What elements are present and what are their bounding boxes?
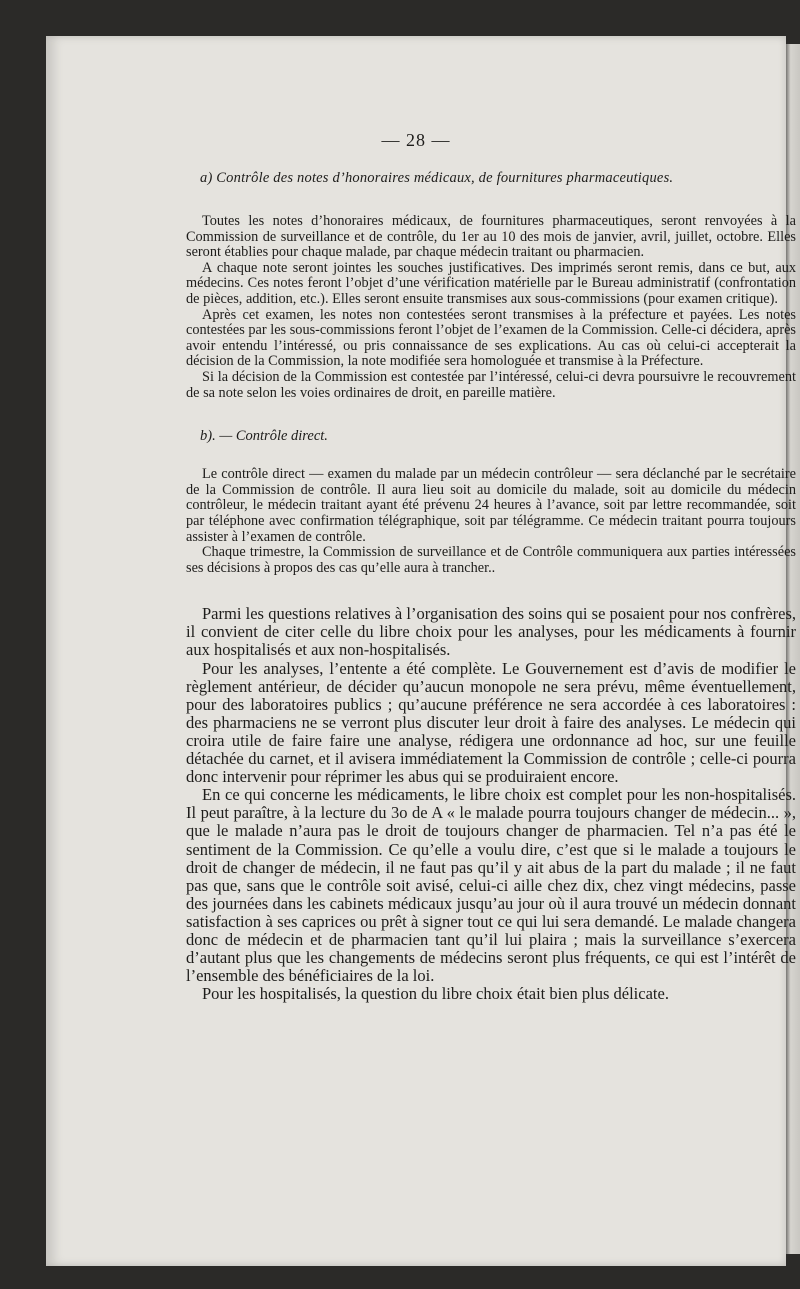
main-paragraph-2: Pour les analyses, l’entente a été complète. Le Gouvernement est d’avis de modifier le règlement antérieur, de décider qu’aucun monopole ne sera prévu, même éventuellement, pour des laboratoires publics ; qu’aucune préférence ne sera accordée à ces laboratoires : des pharmaciens ne se verront plus discuter leur droit à faire des analyses. Le médecin qui croira utile de faire faire une analyse, rédigera une ordonnance ad hoc, sur une feuille détachée du carnet, et il avisera immédiatement la Commission de contrôle ; celle-ci pourra donc intervenir pour réprimer les abus qui se produiraient encore. bbox=[186, 658, 796, 787]
section-a-paragraph-3: Après cet examen, les notes non contestées seront transmises à la préfecture et payées. Les notes contestées par les sous-commissions feront l’objet de l’examen de la Commission. Celle-ci décidera, après avoir entendu l’intéressé, ou pris connaissance de ses explications. Au cas où celui-ci accepterait la décision de la Commission, la note modifiée sera homologuée et transmise à la Préfecture. bbox=[186, 306, 796, 370]
section-b-heading: b). — Contrôle direct. bbox=[200, 428, 328, 445]
section-a-paragraph-2: A chaque note seront jointes les souches justificatives. Des imprimés seront remis, dans ce but, aux médecins. Ces notes feront l’objet d’une vérification matérielle par le Bureau administratif (confrontation de pièces, addition, etc.). Elles seront ensuite transmises aux sous-commissions (pour examen critique). bbox=[186, 259, 796, 307]
main-paragraph-4: Pour les hospitalisés, la question du libre choix était bien plus délicate. bbox=[202, 984, 669, 1004]
main-paragraph-1: Parmi les questions relatives à l’organisation des soins qui se posaient pour nos confrères, il convient de citer celle du libre choix pour les analyses, pour les médicaments à fournir aux hospitalisés et aux non-hospitalisés. bbox=[186, 604, 796, 660]
section-a-paragraph-4: Si la décision de la Commission est contestée par l’intéressé, celui-ci devra poursuivre le recouvrement de sa note selon les voies ordinaires de droit, en pareille matière. bbox=[186, 368, 796, 401]
page-number: — 28 — bbox=[381, 130, 451, 150]
section-b-paragraph-1: Le contrôle direct — examen du malade par un médecin contrôleur — sera déclanché par le secrétaire de la Commission de contrôle. Il aura lieu soit au domicile du malade, soit au domicile du médecin contrôleur, le médecin traitant ayant été prévenu 24 heures à l’avance, soit par lettre recommandée, soit par téléphone avec confirmation télégraphique, soit par télégramme. Ce médecin traitant pourra toujours assister à l’examen de contrôle. bbox=[186, 466, 796, 545]
section-b-paragraph-2: Chaque trimestre, la Commission de surveillance et de Contrôle communiquera aux parties intéressées ses décisions à propos des cas qu’elle aura à trancher.. bbox=[186, 544, 796, 576]
main-paragraph-3: En ce qui concerne les médicaments, le libre choix est complet pour les non-hospitalisés. Il peut paraître, à la lecture du 3o de A « le malade pourra toujours changer de médecin... », que le malade n’aura pas le droit de toujours changer de pharmacien. Tel n’a pas été le sentiment de la Commission. Ce qu’elle a voulu dire, c’est que si le malade a toujours le droit de changer de médecin, il ne faut pas qu’il y ait abus de la part du malade ; il ne faut pas que, sans que le contrôle soit avisé, celui-ci aille chez dix, chez vingt médecins, passe des journées dans les cabinets médicaux jusqu’au jour où il aura trouvé un médecin donnant satisfaction à ses caprices ou prêt à signer tout ce qui lui sera demandé. Le malade changera donc de médecin et de pharmacien tant qu’il lui plaira ; mais la surveillance s’exercera d’autant plus que les changements de médecins seront plus fréquents, ce qui est l’intérêt de l’ensemble des bénéficiaires de la loi. bbox=[186, 785, 796, 986]
document-page bbox=[46, 36, 796, 1266]
section-a-paragraph-1: Toutes les notes d’honoraires médicaux, de fournitures pharmaceutiques, seront renvoyées à la Commission de surveillance et de contrôle, du 1er au 10 des mois de janvier, avril, juillet, octobre. Elles seront établies pour chaque malade, par chaque médecin traitant ou pharmacien. bbox=[186, 213, 796, 261]
section-a-heading: a) Contrôle des notes d’honoraires médicaux, de fournitures pharmaceutiques. bbox=[200, 170, 674, 186]
page-content bbox=[186, 170, 796, 1003]
